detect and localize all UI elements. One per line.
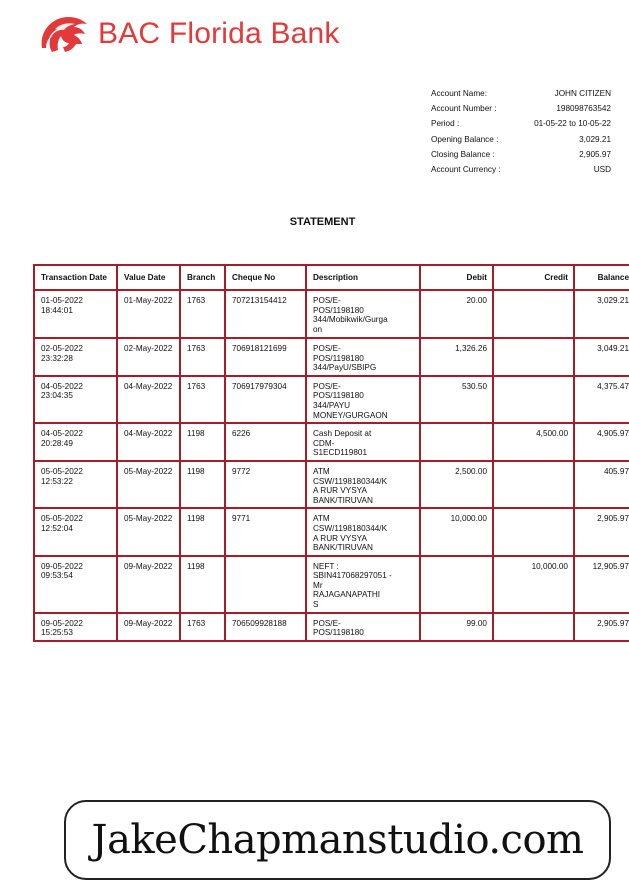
transaction-date: 05-05-2022 12:52:04: [34, 508, 117, 555]
description: POS/E- POS/1198180 344/PayU/SBIPG: [306, 338, 420, 376]
table-row: [34, 376, 629, 423]
transaction-date: 04-05-2022 23:04:35: [34, 376, 117, 423]
branch: 1763: [180, 290, 225, 338]
header-credit: Credit: [493, 265, 574, 290]
transaction-date: 09-05-2022 15:25:53: [34, 613, 117, 641]
balance: 2,905.97: [574, 508, 629, 555]
account-currency-value: USD: [593, 164, 611, 174]
bank-name: BAC Florida Bank: [98, 17, 340, 50]
table-row: [34, 508, 629, 555]
cheque-no: 9772: [225, 461, 306, 508]
branch: 1198: [180, 556, 225, 613]
header-cheque-no: Cheque No: [225, 265, 306, 290]
header-description: Description: [306, 265, 420, 290]
cheque-no: 706509928188: [225, 613, 306, 641]
balance: 405.97: [574, 461, 629, 508]
header-value-date: Value Date: [117, 265, 180, 290]
debit: [420, 423, 493, 461]
header-transaction-date: Transaction Date: [34, 265, 117, 290]
value-date: 09-May-2022: [117, 556, 180, 613]
credit: 4,500.00: [493, 423, 574, 461]
credit: [493, 290, 574, 338]
account-name-value: JOHN CITIZEN: [554, 89, 611, 98]
description: ATM CSW/1198180344/K A RUR VYSYA BANK/TIRUVAN: [306, 508, 420, 555]
credit: [493, 613, 574, 641]
value-date: 02-May-2022: [117, 338, 180, 376]
account-currency-label: Account Currency :: [431, 164, 501, 174]
credit: [493, 376, 574, 423]
transaction-date: 05-05-2022 12:53:22: [34, 461, 117, 508]
opening-balance-value: 3,029.21: [579, 134, 611, 144]
branch: 1763: [180, 613, 225, 641]
description: POS/E- POS/1198180 344/Mobikwik/Gurga on: [306, 290, 420, 338]
cheque-no: 9771: [225, 508, 306, 555]
branch: 1763: [180, 376, 225, 423]
value-date: 01-May-2022: [117, 290, 180, 338]
table-header-row: [34, 265, 629, 290]
balance: 3,029.21: [574, 290, 629, 338]
transaction-date: 01-05-2022 18:44:01: [34, 290, 117, 338]
debit: 1,326.26: [420, 338, 493, 376]
value-date: 05-May-2022: [117, 461, 180, 508]
header-branch: Branch: [180, 265, 225, 290]
cheque-no: 707213154412: [225, 290, 306, 338]
table-row: [34, 338, 629, 376]
watermark-banner: [64, 800, 611, 880]
value-date: 09-May-2022: [117, 613, 180, 641]
header-debit: Debit: [420, 265, 493, 290]
closing-balance-row: [431, 149, 611, 164]
cheque-no: 706918121699: [225, 338, 306, 376]
table-row: [34, 556, 629, 613]
transaction-date: 04-05-2022 20:28:49: [34, 423, 117, 461]
balance: 4,375.47: [574, 376, 629, 423]
table-row: [34, 461, 629, 508]
description: Cash Deposit at CDM- S1ECD119801: [306, 423, 420, 461]
debit: [420, 556, 493, 613]
value-date: 05-May-2022: [117, 508, 180, 555]
branch: 1198: [180, 508, 225, 555]
statement-title: STATEMENT: [289, 216, 356, 228]
header-balance: Balance: [574, 265, 629, 290]
table-row: [34, 290, 629, 338]
table-row: [34, 613, 629, 641]
credit: [493, 338, 574, 376]
period-label: Period :: [431, 119, 460, 129]
description: POS/E- POS/1198180 344/PAYU MONEY/GURGAON: [306, 376, 420, 423]
account-number-label: Account Number :: [431, 104, 497, 114]
transactions-table: [33, 264, 629, 642]
branch: 1763: [180, 338, 225, 376]
account-number-value: 198098763542: [556, 104, 611, 114]
account-name-row: [431, 88, 611, 103]
balance: 4,905.97: [574, 423, 629, 461]
description: POS/E- POS/1198180: [306, 613, 420, 641]
balance: 3,049.21: [574, 338, 629, 376]
transaction-date: 09-05-2022 09:53:54: [34, 556, 117, 613]
account-number-row: [431, 103, 611, 118]
value-date: 04-May-2022: [117, 423, 180, 461]
debit: 99.00: [420, 613, 493, 641]
description: NEFT : SBIN417068297051 - Mr RAJAGANAPATHI S: [306, 556, 420, 613]
credit: [493, 461, 574, 508]
branch: 1198: [180, 461, 225, 508]
debit: 530.50: [420, 376, 493, 423]
period-row: [431, 118, 611, 133]
lion-head-icon: [38, 14, 90, 54]
opening-balance-label: Opening Balance :: [431, 134, 499, 144]
debit: 10,000.00: [420, 508, 493, 555]
branch: 1198: [180, 423, 225, 461]
opening-balance-row: [431, 134, 611, 149]
period-value: 01-05-22 to 10-05-22: [534, 119, 611, 129]
description: ATM CSW/1198180344/K A RUR VYSYA BANK/TIRUVAN: [306, 461, 420, 508]
balance: 2,905.97: [574, 613, 629, 641]
closing-balance-label: Closing Balance :: [431, 149, 495, 159]
transaction-date: 02-05-2022 23:32:28: [34, 338, 117, 376]
bank-logo: [38, 14, 340, 54]
account-name-label: Account Name:: [431, 89, 487, 98]
credit: [493, 508, 574, 555]
table-row: [34, 423, 629, 461]
debit: 20.00: [420, 290, 493, 338]
watermark-text: JakeChapmanstudio.com: [91, 817, 584, 863]
closing-balance-value: 2,905.97: [579, 149, 611, 159]
value-date: 04-May-2022: [117, 376, 180, 423]
account-currency-row: [431, 164, 611, 179]
account-summary: [431, 88, 611, 179]
credit: 10,000.00: [493, 556, 574, 613]
cheque-no: 6226: [225, 423, 306, 461]
balance: 12,905.97: [574, 556, 629, 613]
cheque-no: 706917979304: [225, 376, 306, 423]
cheque-no: [225, 556, 306, 613]
debit: 2,500.00: [420, 461, 493, 508]
